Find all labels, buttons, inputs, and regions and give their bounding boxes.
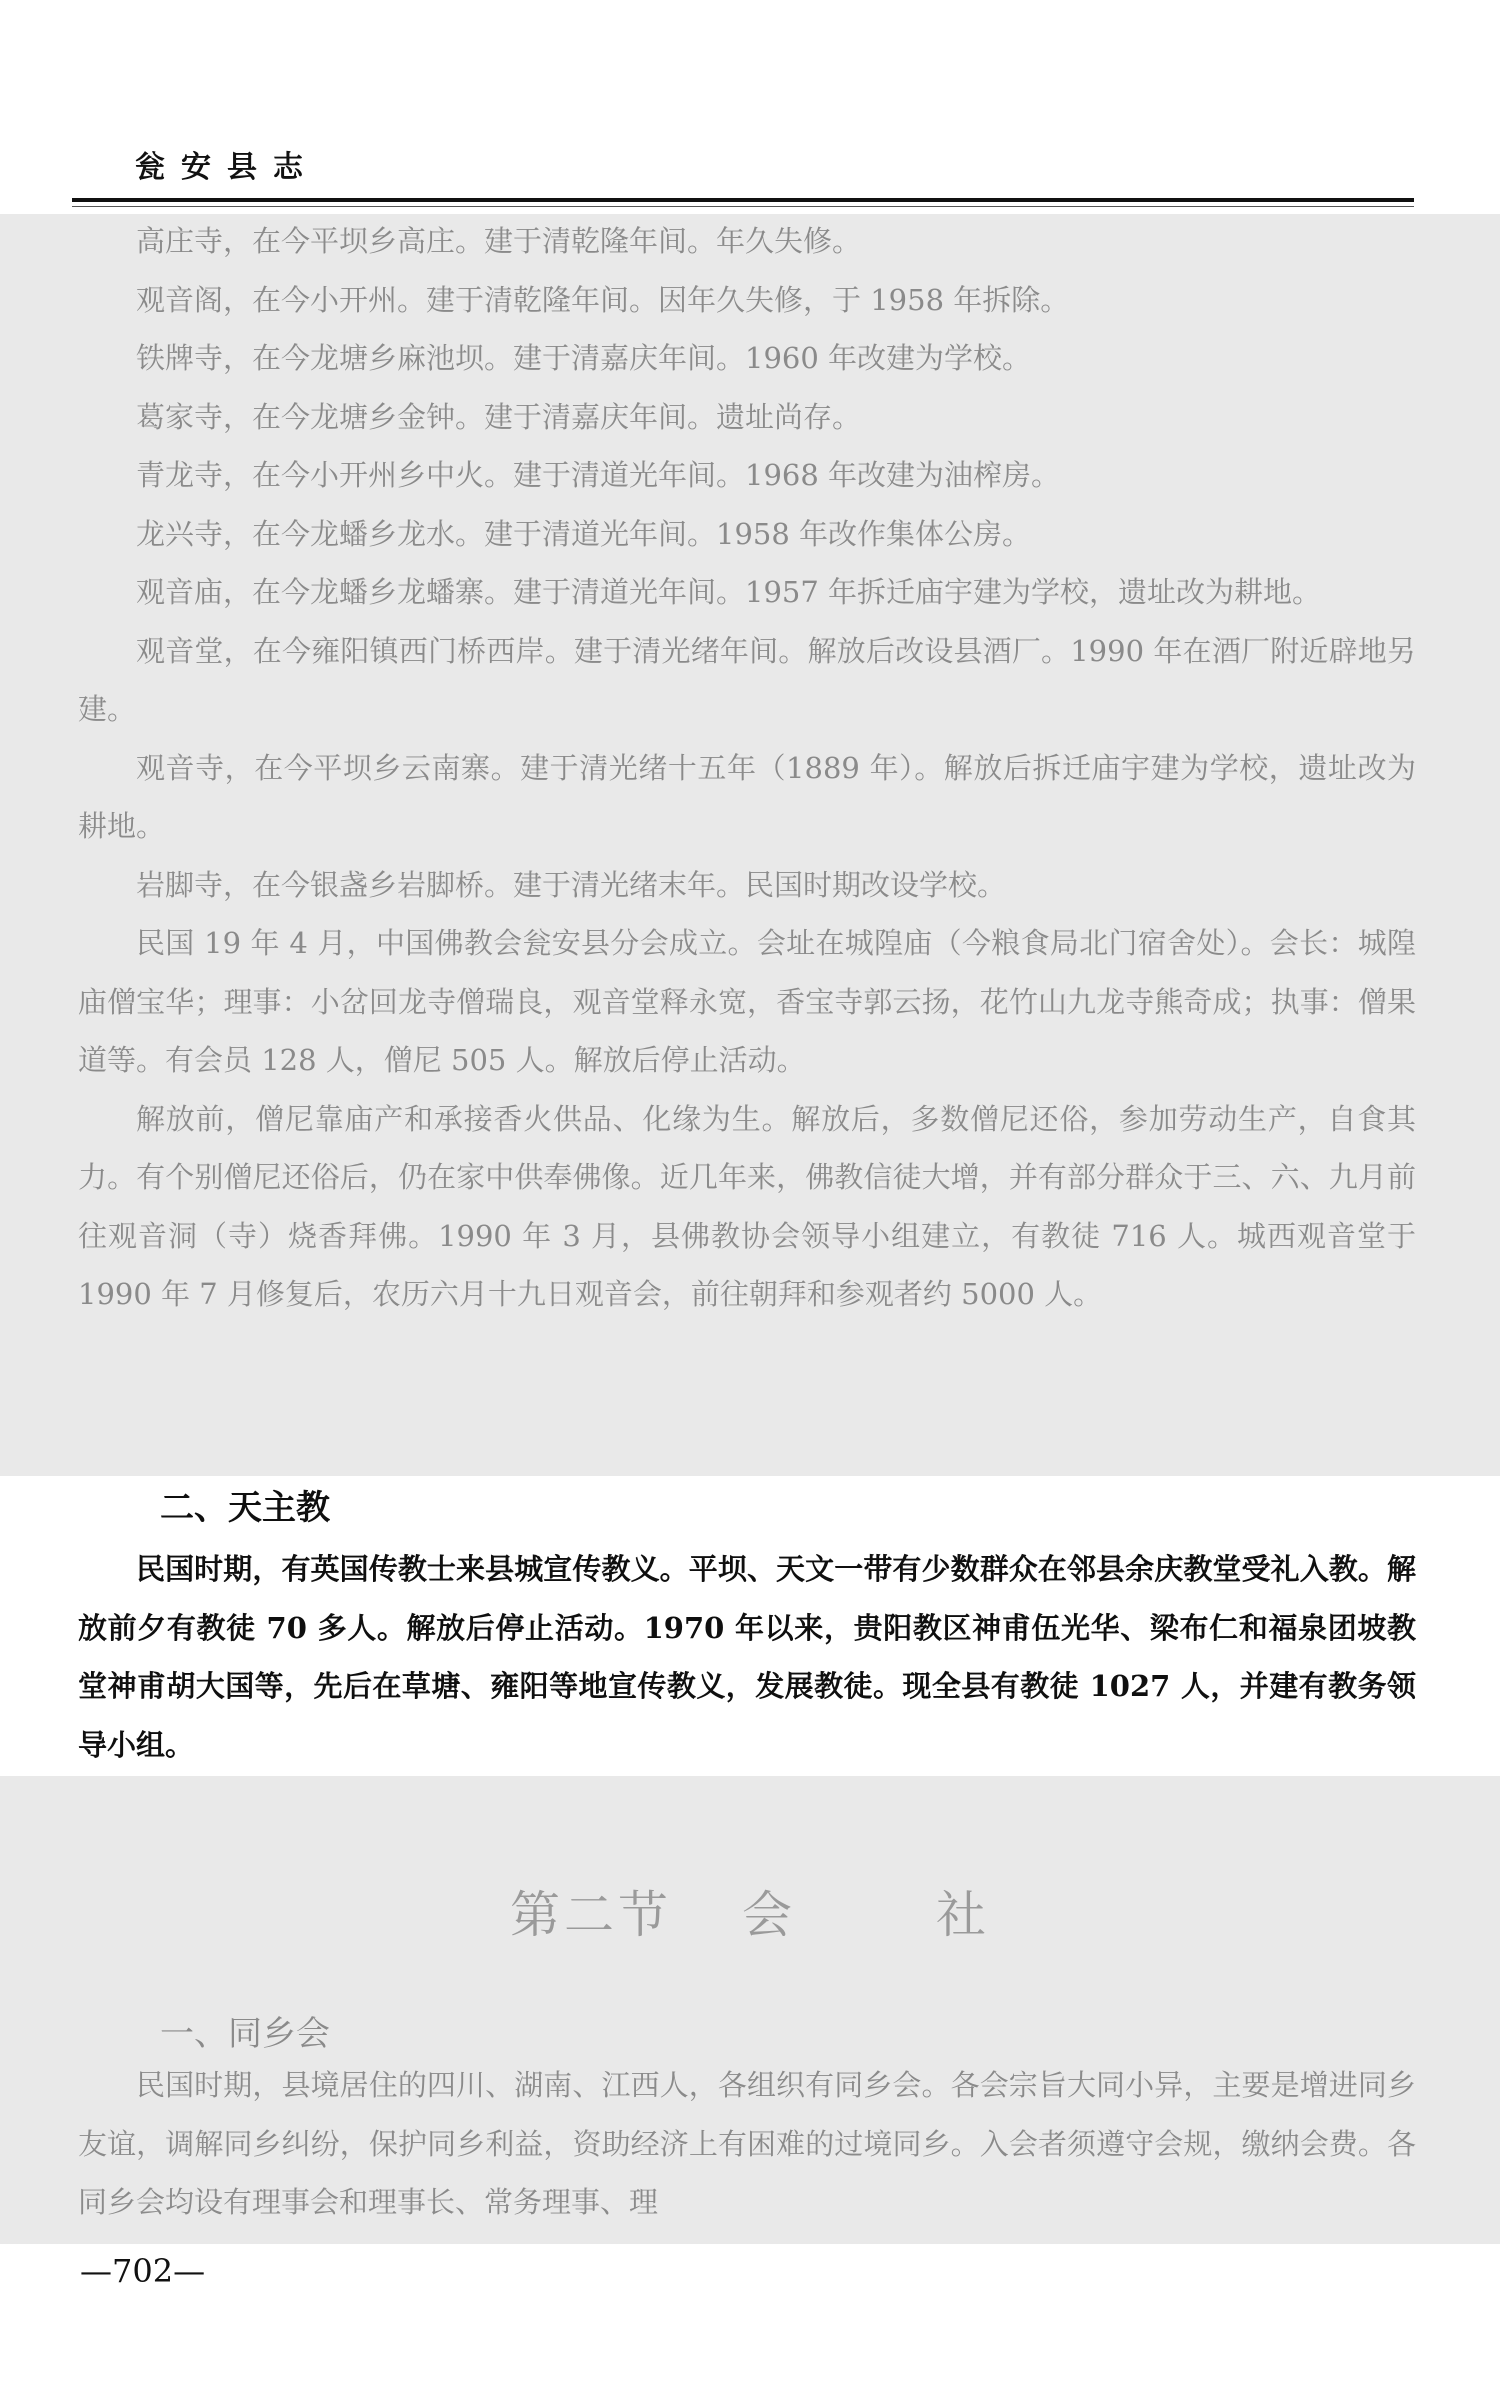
paragraph: 观音庙，在今龙蟠乡龙蟠寨。建于清道光年间。1957 年拆迁庙宇建为学校，遗址改为耕地。 <box>136 575 1322 609</box>
section-word-1: 会 <box>742 1886 796 1944</box>
paragraph: 观音阁，在今小开州。建于清乾隆年间。因年久失修，于 1958 年拆除。 <box>136 282 1070 317</box>
section-title <box>0 1875 1500 1947</box>
temples-section <box>78 212 1416 1324</box>
paragraph: 高庄寺，在今平坝乡高庄。建于清乾隆年间。年久失修。 <box>136 224 862 258</box>
paragraph: 民国时期，县境居住的四川、湖南、江西人，各组织有同乡会。各会宗旨大同小异，主要是增进同乡友谊，调解同乡纠纷，保护同乡利益，资助经济上有困难的过境同乡。入会者须遵守会规，缴纳会费。各同乡会均设有理事会和理事长、常务理事、理 <box>78 2068 1416 2219</box>
section-number: 第二节 <box>510 1886 672 1944</box>
paragraph: 民国时期，有英国传教士来县城宣传教义。平坝、天文一带有少数群众在邻县余庆教堂受礼入教。解放前夕有教徒 70 多人。解放后停止活动。1970 年以来，贵阳教区神甫伍光华、梁布仁和福泉团坡教堂神甫胡大国等，先后在草塘、雍阳等地宣传教义，发展教徒。现全县有教徒 1027 人，并建有教务领导小组。 <box>78 1552 1416 1762</box>
paragraph: 葛家寺，在今龙塘乡金钟。建于清嘉庆年间。遗址尚存。 <box>136 399 862 434</box>
header-rule <box>72 198 1414 202</box>
fellow-townsmen-heading: 一、同乡会 <box>160 2014 330 2054</box>
page-number: —702— <box>80 2252 206 2290</box>
catholicism-section <box>78 1540 1416 1774</box>
paragraph: 青龙寺，在今小开州乡中火。建于清道光年间。1968 年改建为油榨房。 <box>136 458 1061 492</box>
paragraph: 观音堂，在今雍阳镇西门桥西岸。建于清光绪年间。解放后改设县酒厂。1990 年在酒厂附近辟地另建。 <box>78 633 1416 726</box>
catholicism-heading: 二、天主教 <box>160 1488 330 1528</box>
paragraph: 岩脚寺，在今银盏乡岩脚桥。建于清光绪末年。民国时期改设学校。 <box>136 867 1007 902</box>
paragraph: 观音寺，在今平坝乡云南寨。建于清光绪十五年（1889 年）。解放后拆迁庙宇建为学校，遗址改为耕地。 <box>78 750 1416 843</box>
paragraph: 龙兴寺，在今龙蟠乡龙水。建于清道光年间。1958 年改作集体公房。 <box>136 516 1032 551</box>
book-title: 瓮安县志 <box>135 150 319 185</box>
associations-section <box>78 2056 1416 2232</box>
header-rule-thin <box>72 206 1414 207</box>
paragraph: 解放前，僧尼靠庙产和承接香火供品、化缘为生。解放后，多数僧尼还俗，参加劳动生产，自食其力。有个别僧尼还俗后，仍在家中供奉佛像。近几年来，佛教信徒大增，并有部分群众于三、六、九月前往观音洞（寺）烧香拜佛。1990 年 3 月，县佛教协会领导小组建立，有教徒 716 人。城西观音堂于 1990 年 7 月修复后，农历六月十九日观音会，前往朝拜和参观者约 5000 人。 <box>78 1101 1416 1311</box>
paragraph: 铁牌寺，在今龙塘乡麻池坝。建于清嘉庆年间。1960 年改建为学校。 <box>136 341 1032 375</box>
paragraph: 民国 19 年 4 月，中国佛教会瓮安县分会成立。会址在城隍庙（今粮食局北门宿舍处）。会长：城隍庙僧宝华；理事：小岔回龙寺僧瑞良，观音堂释永宽，香宝寺郭云扬，花竹山九龙寺熊奇成；执事：僧果道等。有会员 128 人，僧尼 505 人。解放后停止活动。 <box>78 926 1416 1077</box>
section-word-2: 社 <box>936 1886 990 1944</box>
